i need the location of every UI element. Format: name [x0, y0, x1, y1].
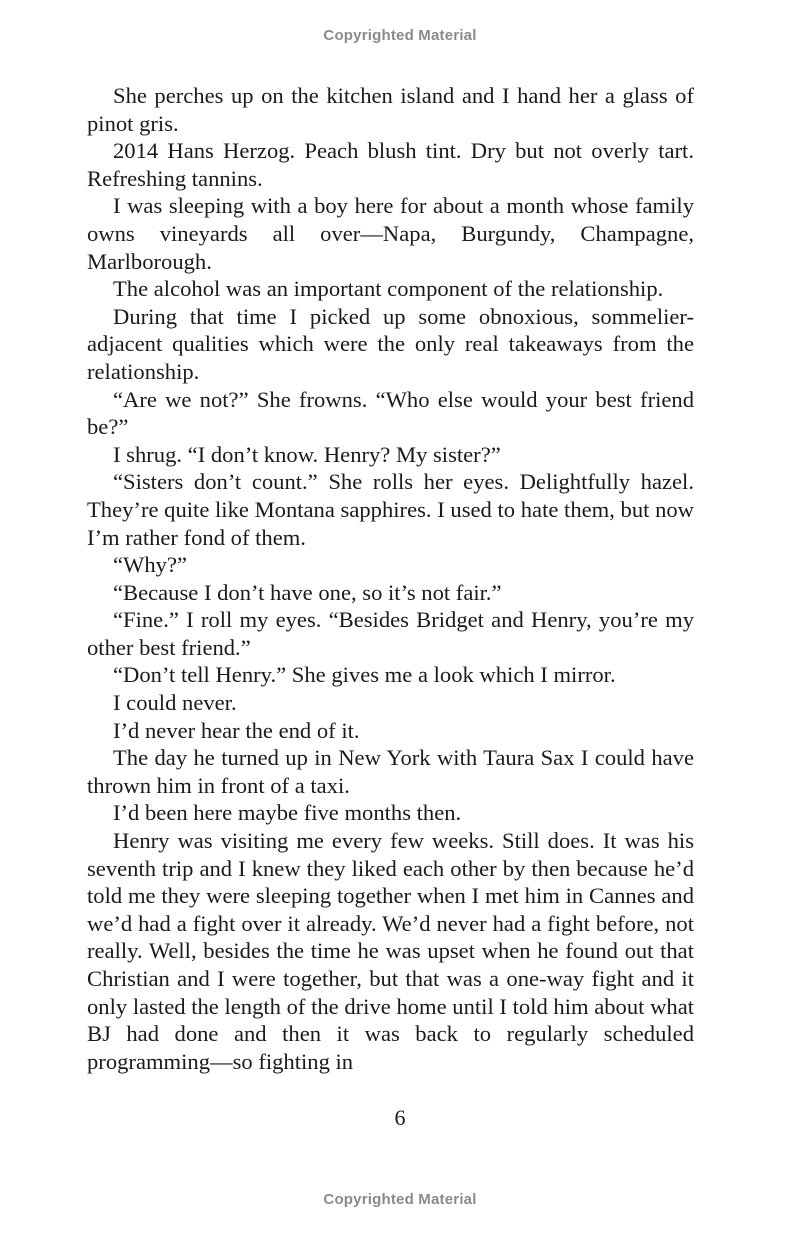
paragraph: “Because I don’t have one, so it’s not fair.” — [113, 579, 502, 605]
paragraph: I’d been here maybe five months then. — [113, 800, 462, 826]
paragraph: I could never. — [113, 690, 237, 716]
paragraph: Henry was visiting me every few weeks. Still does. It was his seventh trip and I knew they liked each other by then because he’d told me they were sleeping together when I met him in Cannes and we’d had a fight over it already. We’d never had a fight before, not really. Well, besides the time he was upset when he found out that Christian and I were together, but that was a one-way fight and it only lasted the length of the drive home until I told him about what BJ had done and then it was back to regularly scheduled programming—so fighting in — [87, 828, 694, 1074]
paragraph: I was sleeping with a boy here for about a month whose family owns vineyards all over—Napa, Burgundy, Champagne, Marlborough. — [87, 193, 694, 274]
paragraph: I’d never hear the end of it. — [113, 717, 360, 743]
paragraph: During that time I picked up some obnoxious, sommelier-adjacent qualities which were the only real takeaways from the relationship. — [87, 303, 694, 384]
paragraph: I shrug. “I don’t know. Henry? My sister?” — [113, 441, 501, 467]
paragraph: “Fine.” I roll my eyes. “Besides Bridget and Henry, you’re my other best friend.” — [87, 607, 694, 660]
paragraph: “Sisters don’t count.” She rolls her eyes. Delightfully hazel. They’re quite like Montana sapphires. I used to hate them, but now I’m rather fond of them. — [87, 469, 694, 550]
copyright-watermark-bottom: Copyrighted Material — [323, 1191, 477, 1208]
copyright-watermark-top: Copyrighted Material — [323, 27, 477, 44]
paragraph: The alcohol was an important component of the relationship. — [113, 276, 664, 302]
page-number: 6 — [394, 1105, 406, 1130]
paragraph: “Why?” — [113, 552, 188, 578]
page-body-text — [87, 82, 694, 1075]
paragraph: “Are we not?” She frowns. “Who else would your best friend be?” — [87, 386, 694, 440]
paragraph: The day he turned up in New York with Taura Sax I could have thrown him in front of a taxi. — [87, 745, 694, 798]
paragraph: “Don’t tell Henry.” She gives me a look which I mirror. — [113, 662, 616, 688]
paragraph: She perches up on the kitchen island and I hand her a glass of pinot gris. — [87, 83, 694, 136]
paragraph: 2014 Hans Herzog. Peach blush tint. Dry but not overly tart. Refreshing tannins. — [87, 138, 694, 191]
